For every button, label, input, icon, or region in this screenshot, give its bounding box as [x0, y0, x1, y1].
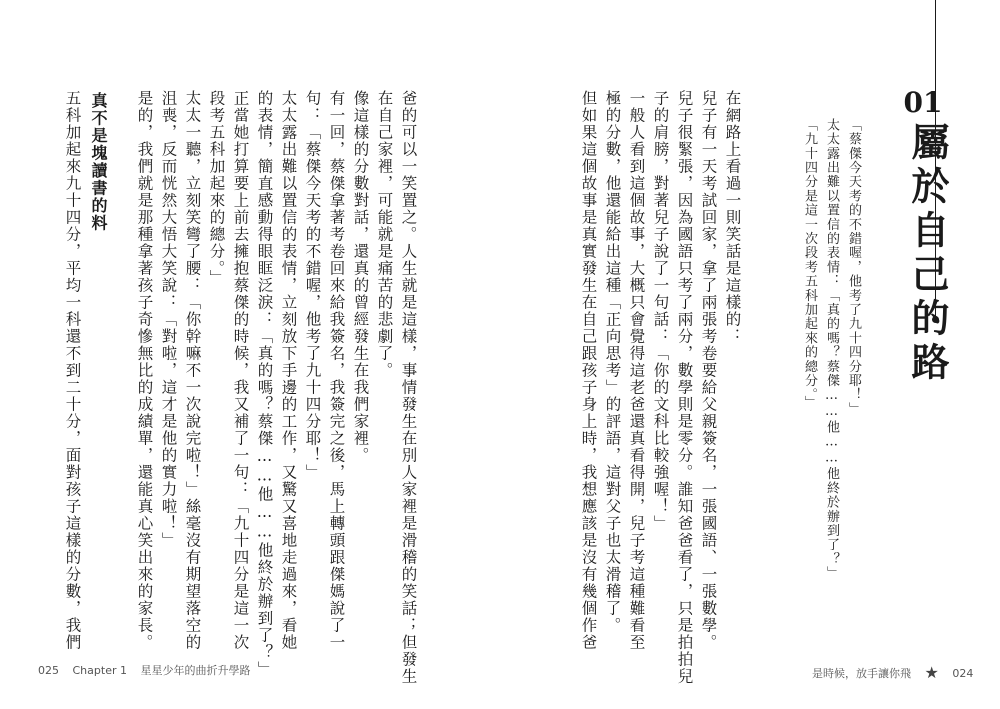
section-heading: 真不是塊讀書的料 [89, 92, 108, 232]
body-line: 有一回，蔡傑拿著考卷回來給我簽名，我簽完之後，馬上轉頭跟傑媽說了一 [327, 90, 346, 651]
body-line: 在網路上看過一則笑話是這樣的： [723, 90, 742, 345]
right-page-footer [812, 662, 983, 681]
body-line: 太太露出難以置信的表情，立刻放下手邊的工作，又驚又喜地走過來，看她 [279, 90, 298, 651]
body-line: 沮喪，反而恍然大悟大笑說：「對啦，這才是他的實力啦！」 [159, 90, 178, 549]
quote-line: 「蔡傑今天考的不錯喔，他考了九十四分耶！」 [846, 118, 861, 417]
right-page-number: 024 [952, 667, 974, 680]
body-line: 爸的可以一笑置之。人生就是這樣，事情發生在別人家裡是滑稽的笑話；但發生 [399, 90, 418, 685]
body-line: 句：「蔡傑今天考的不錯喔，他考了九十四分耶！」 [303, 90, 322, 481]
body-line: 兒子有一天考試回家，拿了兩張考卷要給父親簽名，一張國語、一張數學。 [699, 90, 718, 651]
left-page-number: 025 [38, 664, 59, 677]
body-line: 但如果這個故事是真實發生在自己跟孩子身上時，我想應該是沒有幾個作爸 [579, 90, 598, 651]
quote-line: 太太露出難以置信的表情：「真的嗎？蔡傑……他……他終於辦到了？」 [824, 118, 839, 581]
body-line: 段考五科加起來的總分。」 [207, 90, 226, 287]
body-line: 的表情，簡直感動得眼眶泛淚：「真的嗎？蔡傑……他……他終於辦到了？」 [255, 90, 274, 678]
right-book-title: 是時候，放手讓你飛 [812, 667, 911, 680]
left-page-footer [38, 662, 260, 678]
body-line: 正當她打算要上前去擁抱蔡傑的時候，我又補了一句：「九十四分是這一次 [231, 90, 250, 651]
chapter-title: 屬於自己的路 [905, 122, 949, 386]
body-line: 兒子很緊張，因為國語只考了兩分，數學則是零分。誰知爸爸看了，只是拍拍兒 [675, 90, 694, 685]
body-line: 像這樣的分數對話，還真的曾經發生在我們家裡。 [351, 90, 370, 464]
body-line: 太太一聽，立刻笑彎了腰：「你幹嘛不一次說完啦！」絲毫沒有期望落空的 [183, 90, 202, 651]
body-line: 是的，我們就是那種拿著孩子奇慘無比的成績單，還能真心笑出來的家長。 [135, 90, 154, 651]
quote-line: 「九十四分是這一次段考五科加起來的總分。」 [802, 118, 817, 410]
body-line: 在自己家裡，可能就是痛苦的悲劇了。 [375, 90, 394, 379]
star-icon: ★ [924, 663, 939, 682]
body-line: 五科加起來九十四分，平均一科還不到二十分，面對孩子這樣的分數，我們 [63, 90, 82, 651]
chapter-number: 01 [903, 86, 943, 119]
body-line: 極的分數，他還能給出這種「正向思考」的評語，這對父子也太滑稽了。 [603, 90, 622, 634]
body-line: 子的肩膀，對著兒子說了一句話：「你的文科比較強喔！」 [651, 90, 670, 532]
left-chapter-title: 星星少年的曲折升學路 [140, 664, 251, 677]
body-line: 一般人看到這個故事，大概只會覺得這老爸還真看得開，兒子考這種難看至 [627, 90, 646, 651]
left-chapter-label: Chapter 1 [72, 664, 127, 677]
